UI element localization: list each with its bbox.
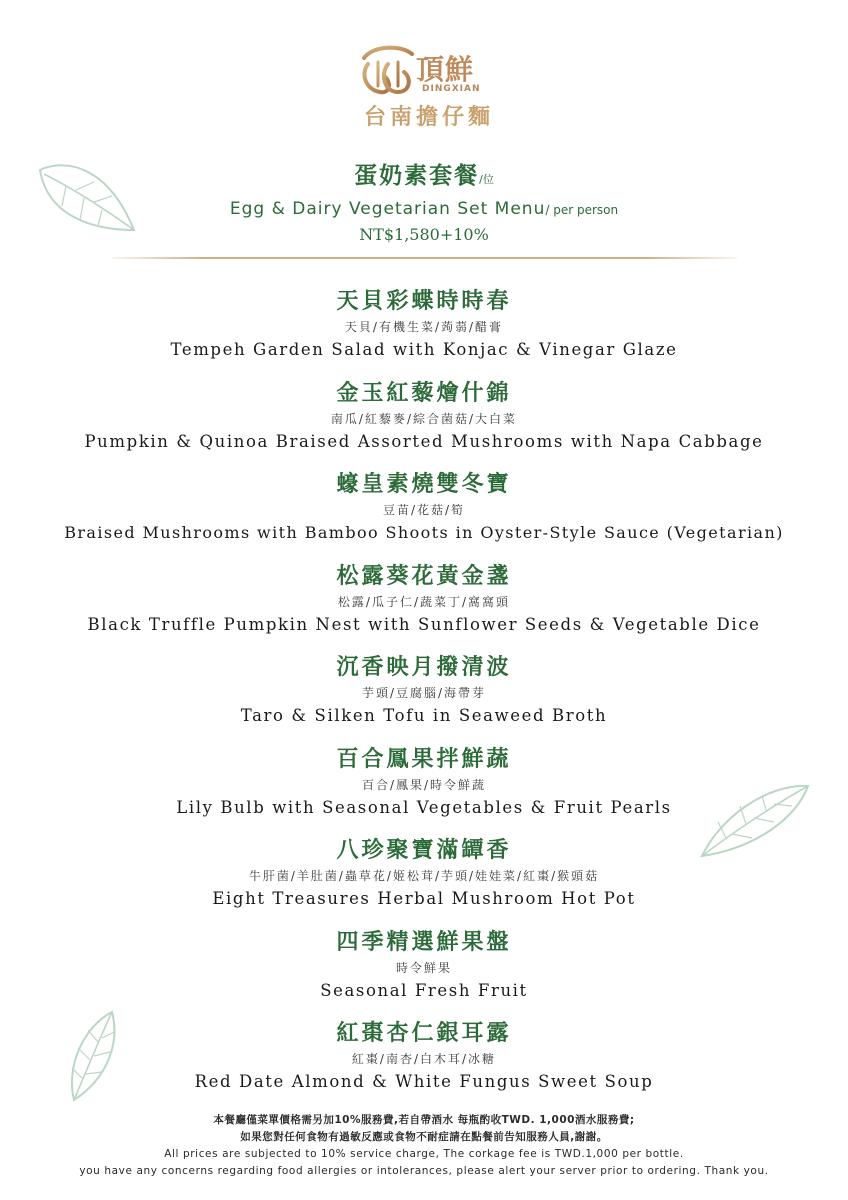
course-ingredients: 時令鮮果 <box>395 960 452 975</box>
course-ingredients: 南瓜/紅藜麥/綜合菌菇/大白菜 <box>330 411 518 426</box>
footer-note-zh: 本餐廳僅菜單價格需另加10%服務費,若自帶酒水 每瓶酌收TWD. 1,000酒水服務費; <box>213 1114 635 1126</box>
logo-mark-icon <box>358 42 416 98</box>
footer-notes <box>0 1112 848 1180</box>
course-item <box>0 379 848 471</box>
course-item <box>0 287 848 379</box>
course-ingredients: 芋頭/豆腐腦/海帶芽 <box>361 686 487 700</box>
course-name-en: Eight Treasures Herbal Mushroom Hot Pot <box>212 889 636 908</box>
footer-note-zh: 如果您對任何食物有過敏反應或食物不耐症請在點餐前告知服務人員,謝謝。 <box>240 1131 608 1143</box>
course-item <box>0 928 848 1020</box>
header-divider <box>112 257 737 259</box>
brand-name-en: DINGXIAN <box>422 84 481 94</box>
menu-header <box>0 160 848 247</box>
course-item <box>0 1019 848 1111</box>
course-name-en: Braised Mushrooms with Bamboo Shoots in Oyster-Style Sauce (Vegetarian) <box>64 523 784 542</box>
course-name-en: Red Date Almond & White Fungus Sweet Soup <box>194 1072 654 1091</box>
course-item <box>0 836 848 928</box>
course-name-en: Tempeh Garden Salad with Konjac & Vinegar Glaze <box>170 340 678 359</box>
course-name-zh: 沉香映月撥清波 <box>336 655 512 680</box>
course-list <box>0 287 848 1111</box>
footer-note-en: All prices are subjected to 10% service charge, The corkage fee is TWD.1,000 per bottle. <box>164 1148 684 1160</box>
course-name-en: Taro & Silken Tofu in Seaweed Broth <box>240 706 608 725</box>
menu-title-zh-unit: /位 <box>479 173 494 186</box>
course-name-zh: 金玉紅藜燴什錦 <box>336 380 512 406</box>
course-name-en: Black Truffle Pumpkin Nest with Sunflower Seeds & Vegetable Dice <box>87 614 761 634</box>
course-name-zh: 天貝彩蝶時時春 <box>336 289 512 314</box>
course-name-zh: 紅棗杏仁銀耳露 <box>336 1021 512 1046</box>
course-item <box>0 653 848 745</box>
course-ingredients: 松露/瓜子仁/蔬菜丁/窩窩頭 <box>337 594 511 609</box>
course-name-zh: 八珍聚寶滿罈香 <box>336 838 512 863</box>
menu-title-en-text: Egg & Dairy Vegetarian Set Menu <box>229 199 546 219</box>
course-name-zh: 松露葵花黃金盞 <box>336 563 512 589</box>
course-name-en: Lily Bulb with Seasonal Vegetables & Fruit Pearls <box>176 797 672 817</box>
course-ingredients: 牛肝菌/羊肚菌/蟲草花/姬松茸/芋頭/娃娃菜/紅棗/猴頭菇 <box>248 869 600 883</box>
course-ingredients: 紅棗/南杏/白木耳/冰糖 <box>351 1052 497 1066</box>
course-item <box>0 745 848 837</box>
course-ingredients: 百合/鳳果/時令鮮蔬 <box>361 777 487 792</box>
course-name-zh: 四季精選鮮果盤 <box>336 929 512 955</box>
brand-name-zh: 頂鮮 <box>416 53 475 86</box>
brand-subtitle: 台南擔仔麵 <box>364 104 495 130</box>
course-name-zh: 百合鳳果拌鮮蔬 <box>336 746 512 772</box>
menu-price: NT$1,580+10% <box>359 225 489 244</box>
brand-logo <box>358 40 498 132</box>
menu-title-zh <box>0 160 848 196</box>
course-name-en: Pumpkin & Quinoa Braised Assorted Mushrooms with Napa Cabbage <box>84 431 764 451</box>
course-item <box>0 562 848 654</box>
menu-title-en <box>0 196 848 223</box>
menu-title-zh-text: 蛋奶素套餐 <box>354 163 480 189</box>
course-name-zh: 蠔皇素燒雙冬寶 <box>336 472 512 497</box>
course-item <box>0 470 848 562</box>
course-ingredients: 天貝/有機生菜/蒟蒻/醋膏 <box>344 320 504 334</box>
footer-note-en: you have any concerns regarding food allergies or intolerances, please alert your server prior to ordering. Thank you. <box>79 1165 769 1177</box>
course-name-en: Seasonal Fresh Fruit <box>320 980 528 1000</box>
course-ingredients: 豆苗/花菇/筍 <box>382 503 466 517</box>
menu-title-en-unit: / per person <box>545 203 619 217</box>
